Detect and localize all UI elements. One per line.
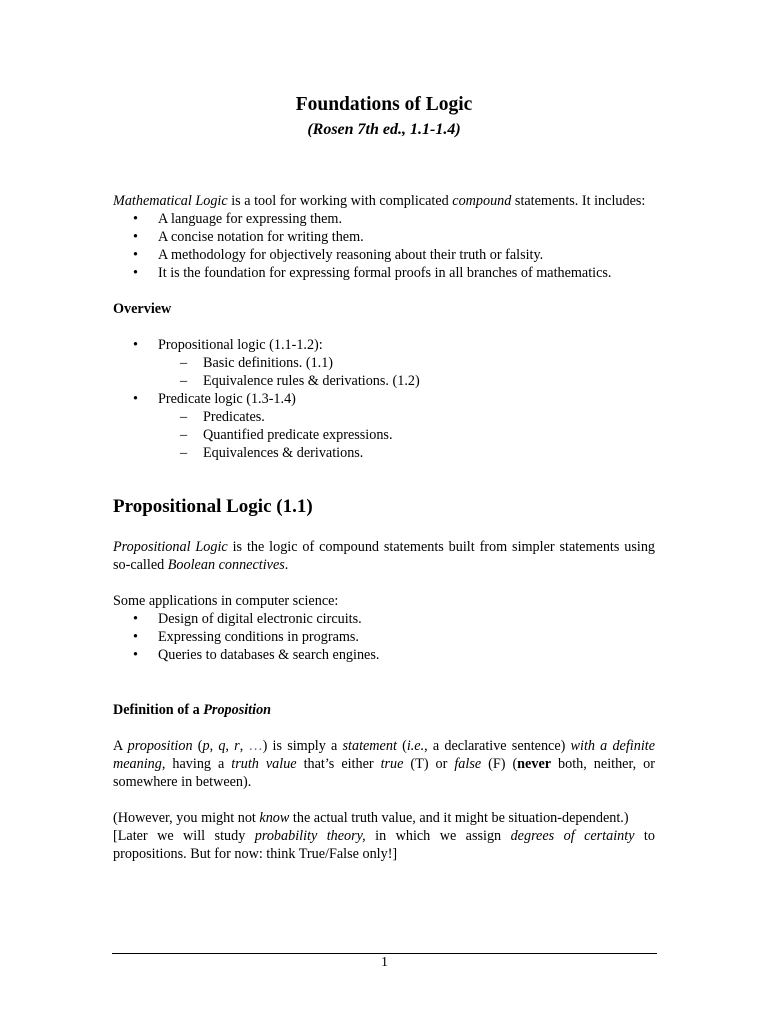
intro-paragraph: Mathematical Logic is a tool for working with complicated compound statements. It includes: [113,193,646,209]
definition-heading: Definition of a Proposition [113,702,272,718]
list-item: • A language for expressing them. [113,210,655,228]
however-paragraph: (However, you might not know the actual truth value, and it might be situation-dependent.) [113,810,629,826]
list-item: • Queries to databases & search engines. [113,646,655,664]
list-item: • Predicate logic (1.3-1.4) – Predicates. – Quantified predicate expressions. – Equivalences & derivations. [113,390,655,462]
propositional-logic-paragraph: Propositional Logic is the logic of compound statements built from simpler statements using so-called Boolean connectives. [113,539,656,573]
list-item: • Propositional logic (1.1-1.2): – Basic definitions. (1.1) – Equivalence rules & derivations. (1.2) [113,336,655,390]
page-content [113,92,655,863]
list-item: • It is the foundation for expressing formal proofs in all branches of mathematics. [113,264,655,282]
overview-sublist [158,408,655,462]
term-compound: compound [452,193,512,209]
list-item: – Predicates. [158,408,655,426]
term-boolean-connectives: Boolean connectives [167,557,285,573]
footer-rule [112,953,657,954]
definition-paragraph: A proposition (p, q, r, …) is simply a statement (i.e., a declarative sentence) with a definite meaning, having a truth value that’s either true (T) or false (F) (never both, neither, or somewhere in between). [113,738,656,790]
term-propositional-logic: Propositional Logic [113,539,228,555]
overview-list [113,336,655,462]
term-mathematical-logic: Mathematical Logic [113,193,228,209]
list-item: – Equivalence rules & derivations. (1.2) [158,372,655,390]
document-subtitle: (Rosen 7th ed., 1.1-1.4) [307,121,461,138]
list-item: • Expressing conditions in programs. [113,628,655,646]
page-number: 1 [381,955,388,970]
later-paragraph: [Later we will study probability theory, in which we assign degrees of certainty to propositions. But for now: think True/False only!] [113,828,655,862]
list-item: • A concise notation for writing them. [113,228,655,246]
list-item: – Basic definitions. (1.1) [158,354,655,372]
list-item: – Equivalences & derivations. [158,444,655,462]
list-item: • Design of digital electronic circuits. [113,610,655,628]
applications-list [113,610,655,664]
list-item: • A methodology for objectively reasoning about their truth or falsity. [113,246,655,264]
document-title: Foundations of Logic [295,94,473,115]
intro-bullet-list [113,210,655,282]
section-heading: Propositional Logic (1.1) [113,496,313,517]
overview-heading: Overview [113,301,172,317]
overview-sublist [158,354,655,390]
list-item: – Quantified predicate expressions. [158,426,655,444]
applications-intro: Some applications in computer science: [113,593,339,609]
